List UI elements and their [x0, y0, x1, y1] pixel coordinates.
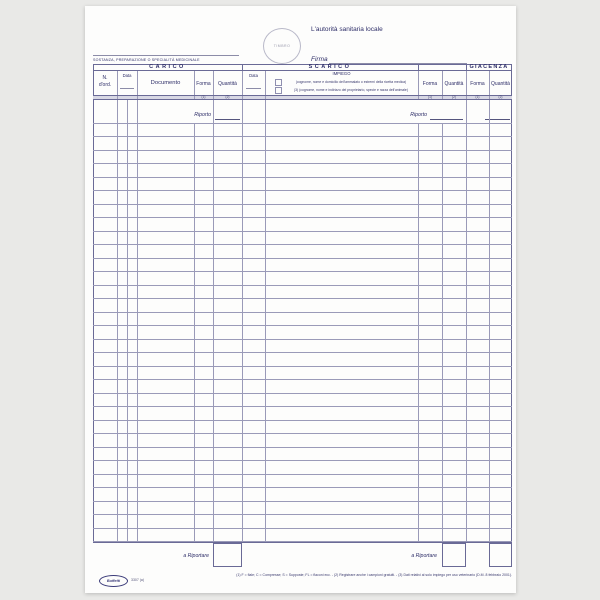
stamp-circle: [263, 28, 301, 64]
col-forma-giacenza: Forma: [470, 81, 485, 87]
grid-line-vertical: [137, 71, 138, 95]
col-documento: Documento: [150, 80, 181, 86]
grid-line-vertical: [117, 96, 118, 99]
col-ord-line1: N.: [102, 75, 108, 81]
grid-line-vertical: [489, 96, 490, 99]
col-data-scarico: Data: [249, 73, 258, 78]
col-ord-line2: d'ord.: [98, 82, 112, 88]
note-quantita-scarico: (2): [452, 95, 456, 99]
substance-label: SOSTANZA, PREPARAZIONE O SPECIALITÀ MEDICINALE: [93, 58, 200, 62]
col-forma-scarico: Forma: [422, 81, 438, 87]
table-row: [93, 407, 512, 420]
table-row: [93, 232, 512, 245]
grid-line-vertical: [466, 96, 467, 99]
table-row: [93, 205, 512, 218]
grid-line-vertical: [418, 124, 419, 542]
signature-line: [329, 56, 467, 64]
grid-line-vertical: [194, 71, 195, 95]
grid-line-vertical: [489, 71, 490, 95]
grid-line-vertical: [127, 100, 128, 123]
table-row: [93, 367, 512, 380]
impiego-option-human: [265, 79, 418, 86]
note-forma-giacenza: (1): [475, 95, 480, 99]
grid-line-vertical: [489, 100, 490, 123]
note-forma-carico: (1): [201, 95, 206, 99]
grid-line-vertical: [418, 96, 419, 99]
grid-line-vertical: [418, 71, 419, 95]
column-header-row: [93, 71, 512, 95]
table-row: [93, 529, 512, 542]
section-band: [93, 64, 512, 71]
grid-line-vertical: [194, 124, 195, 542]
table-row: [93, 272, 512, 285]
legend-footnote: (1) F = fiale; C = Compresse; S = Supposte; FL = flaconi ecc. - (2) Registrare anche i campioni gratuiti. - (3) Dati relativi al solo impiego per uso veterinario (D.M. 8 febbraio 2001).: [236, 573, 512, 577]
data-scarico-underline: [246, 88, 261, 89]
table-row: [93, 313, 512, 326]
grid-line-vertical: [265, 96, 266, 99]
section-scarico: SCARICO: [308, 64, 352, 70]
riporto-label-scarico: Riporto: [410, 112, 427, 118]
brand-name: Buffetti: [106, 579, 121, 583]
grid-line-vertical: [242, 64, 243, 70]
table-row: [93, 488, 512, 501]
grid-line-vertical: [117, 100, 118, 123]
grid-line-vertical: [466, 71, 467, 95]
note-quantita-carico: (2): [225, 95, 230, 99]
substance-write-line: [93, 55, 239, 56]
table-row: [93, 353, 512, 366]
checkbox-veterinary-use: [275, 87, 282, 94]
impiego-option-human-label: (cognome, nome e domicilio dell'ammalato o estremi della ricetta medica): [295, 80, 407, 84]
grid-line-vertical: [213, 96, 214, 99]
col-quantita-giacenza: Quantità: [491, 81, 510, 87]
a-riportare-box-carico: [213, 543, 242, 567]
brand-logo: [99, 575, 128, 587]
table-row: [93, 340, 512, 353]
riporto-row: [93, 100, 512, 124]
impiego-option-veterinary: [265, 87, 418, 94]
table-row: [93, 515, 512, 528]
table-row: [93, 245, 512, 258]
grid-line-vertical: [466, 64, 467, 70]
form-code: 3307 (a): [131, 578, 145, 582]
grid-line-vertical: [213, 124, 214, 542]
checkbox-human-use: [275, 79, 282, 86]
grid-line-vertical: [213, 71, 214, 95]
grid-line-vertical: [194, 96, 195, 99]
table-body: [93, 124, 512, 542]
table-row: [93, 461, 512, 474]
grid-line-vertical: [137, 124, 138, 542]
table-row: [93, 394, 512, 407]
scanned-form-page: [85, 6, 516, 593]
grid-line-vertical: [213, 100, 214, 123]
table-row: [93, 299, 512, 312]
table-row: [93, 124, 512, 137]
grid-line-vertical: [442, 71, 443, 95]
note-quantita-giacenza: (2): [498, 95, 503, 99]
data-carico-underline: [120, 88, 134, 89]
impiego-option-veterinary-label: (3) (cognome, nome e indirizzo del proprietario, specie e razza dell'animale): [294, 88, 408, 92]
register-table: [93, 64, 512, 568]
table-row: [93, 151, 512, 164]
grid-line-vertical: [137, 96, 138, 99]
section-carico: CARICO: [149, 64, 186, 70]
riporto-amount-line-carico: [215, 119, 240, 120]
table-row: [93, 259, 512, 272]
grid-line-vertical: [466, 100, 467, 123]
table-row: [93, 164, 512, 177]
grid-line-vertical: [466, 124, 467, 542]
table-row: [93, 502, 512, 515]
a-riportare-box-scarico: [442, 543, 466, 567]
grid-line-vertical: [127, 124, 128, 542]
a-riportare-label-scarico: a Riportare: [411, 553, 437, 559]
section-giacenza: GIACENZA: [469, 64, 509, 70]
grid-line-vertical: [242, 71, 243, 95]
grid-line-vertical: [117, 124, 118, 542]
authority-label: L'autorità sanitaria locale: [311, 26, 383, 33]
grid-line-vertical: [418, 64, 419, 70]
grid-line-vertical: [242, 96, 243, 99]
grid-line-vertical: [242, 124, 243, 542]
table-row: [93, 421, 512, 434]
a-riportare-label-carico: a Riportare: [183, 553, 209, 559]
grid-line-vertical: [265, 100, 266, 123]
table-row: [93, 475, 512, 488]
riporto-amount-line-scarico: [430, 119, 463, 120]
table-row: [93, 178, 512, 191]
table-row: [93, 380, 512, 393]
grid-line-vertical: [265, 71, 266, 95]
col-forma-carico: Forma: [196, 81, 211, 87]
impiego-cell: [265, 71, 418, 95]
table-row: [93, 434, 512, 447]
table-row: [93, 191, 512, 204]
col-quantita-scarico: Quantità: [444, 81, 464, 87]
grid-line-vertical: [117, 71, 118, 95]
table-row: [93, 326, 512, 339]
table-row: [93, 218, 512, 231]
col-data-carico: Data: [122, 73, 132, 78]
a-riportare-row: [93, 543, 512, 568]
riporto-label-carico: Riporto: [194, 112, 211, 118]
grid-line-vertical: [265, 124, 266, 542]
grid-line-vertical: [442, 96, 443, 99]
grid-line-vertical: [242, 100, 243, 123]
note-forma-scarico: (1): [428, 95, 432, 99]
signature-label: Firma: [311, 56, 328, 63]
grid-line-vertical: [442, 124, 443, 542]
table-row: [93, 448, 512, 461]
a-riportare-box-giacenza: [489, 543, 512, 567]
stamp-label: TIMBRO: [273, 44, 291, 48]
table-row: [93, 137, 512, 150]
table-row: [93, 286, 512, 299]
grid-line-vertical: [137, 100, 138, 123]
col-impiego: IMPIEGO: [332, 71, 351, 76]
col-quantita-carico: Quantità: [218, 81, 237, 87]
grid-line-vertical: [489, 124, 490, 542]
